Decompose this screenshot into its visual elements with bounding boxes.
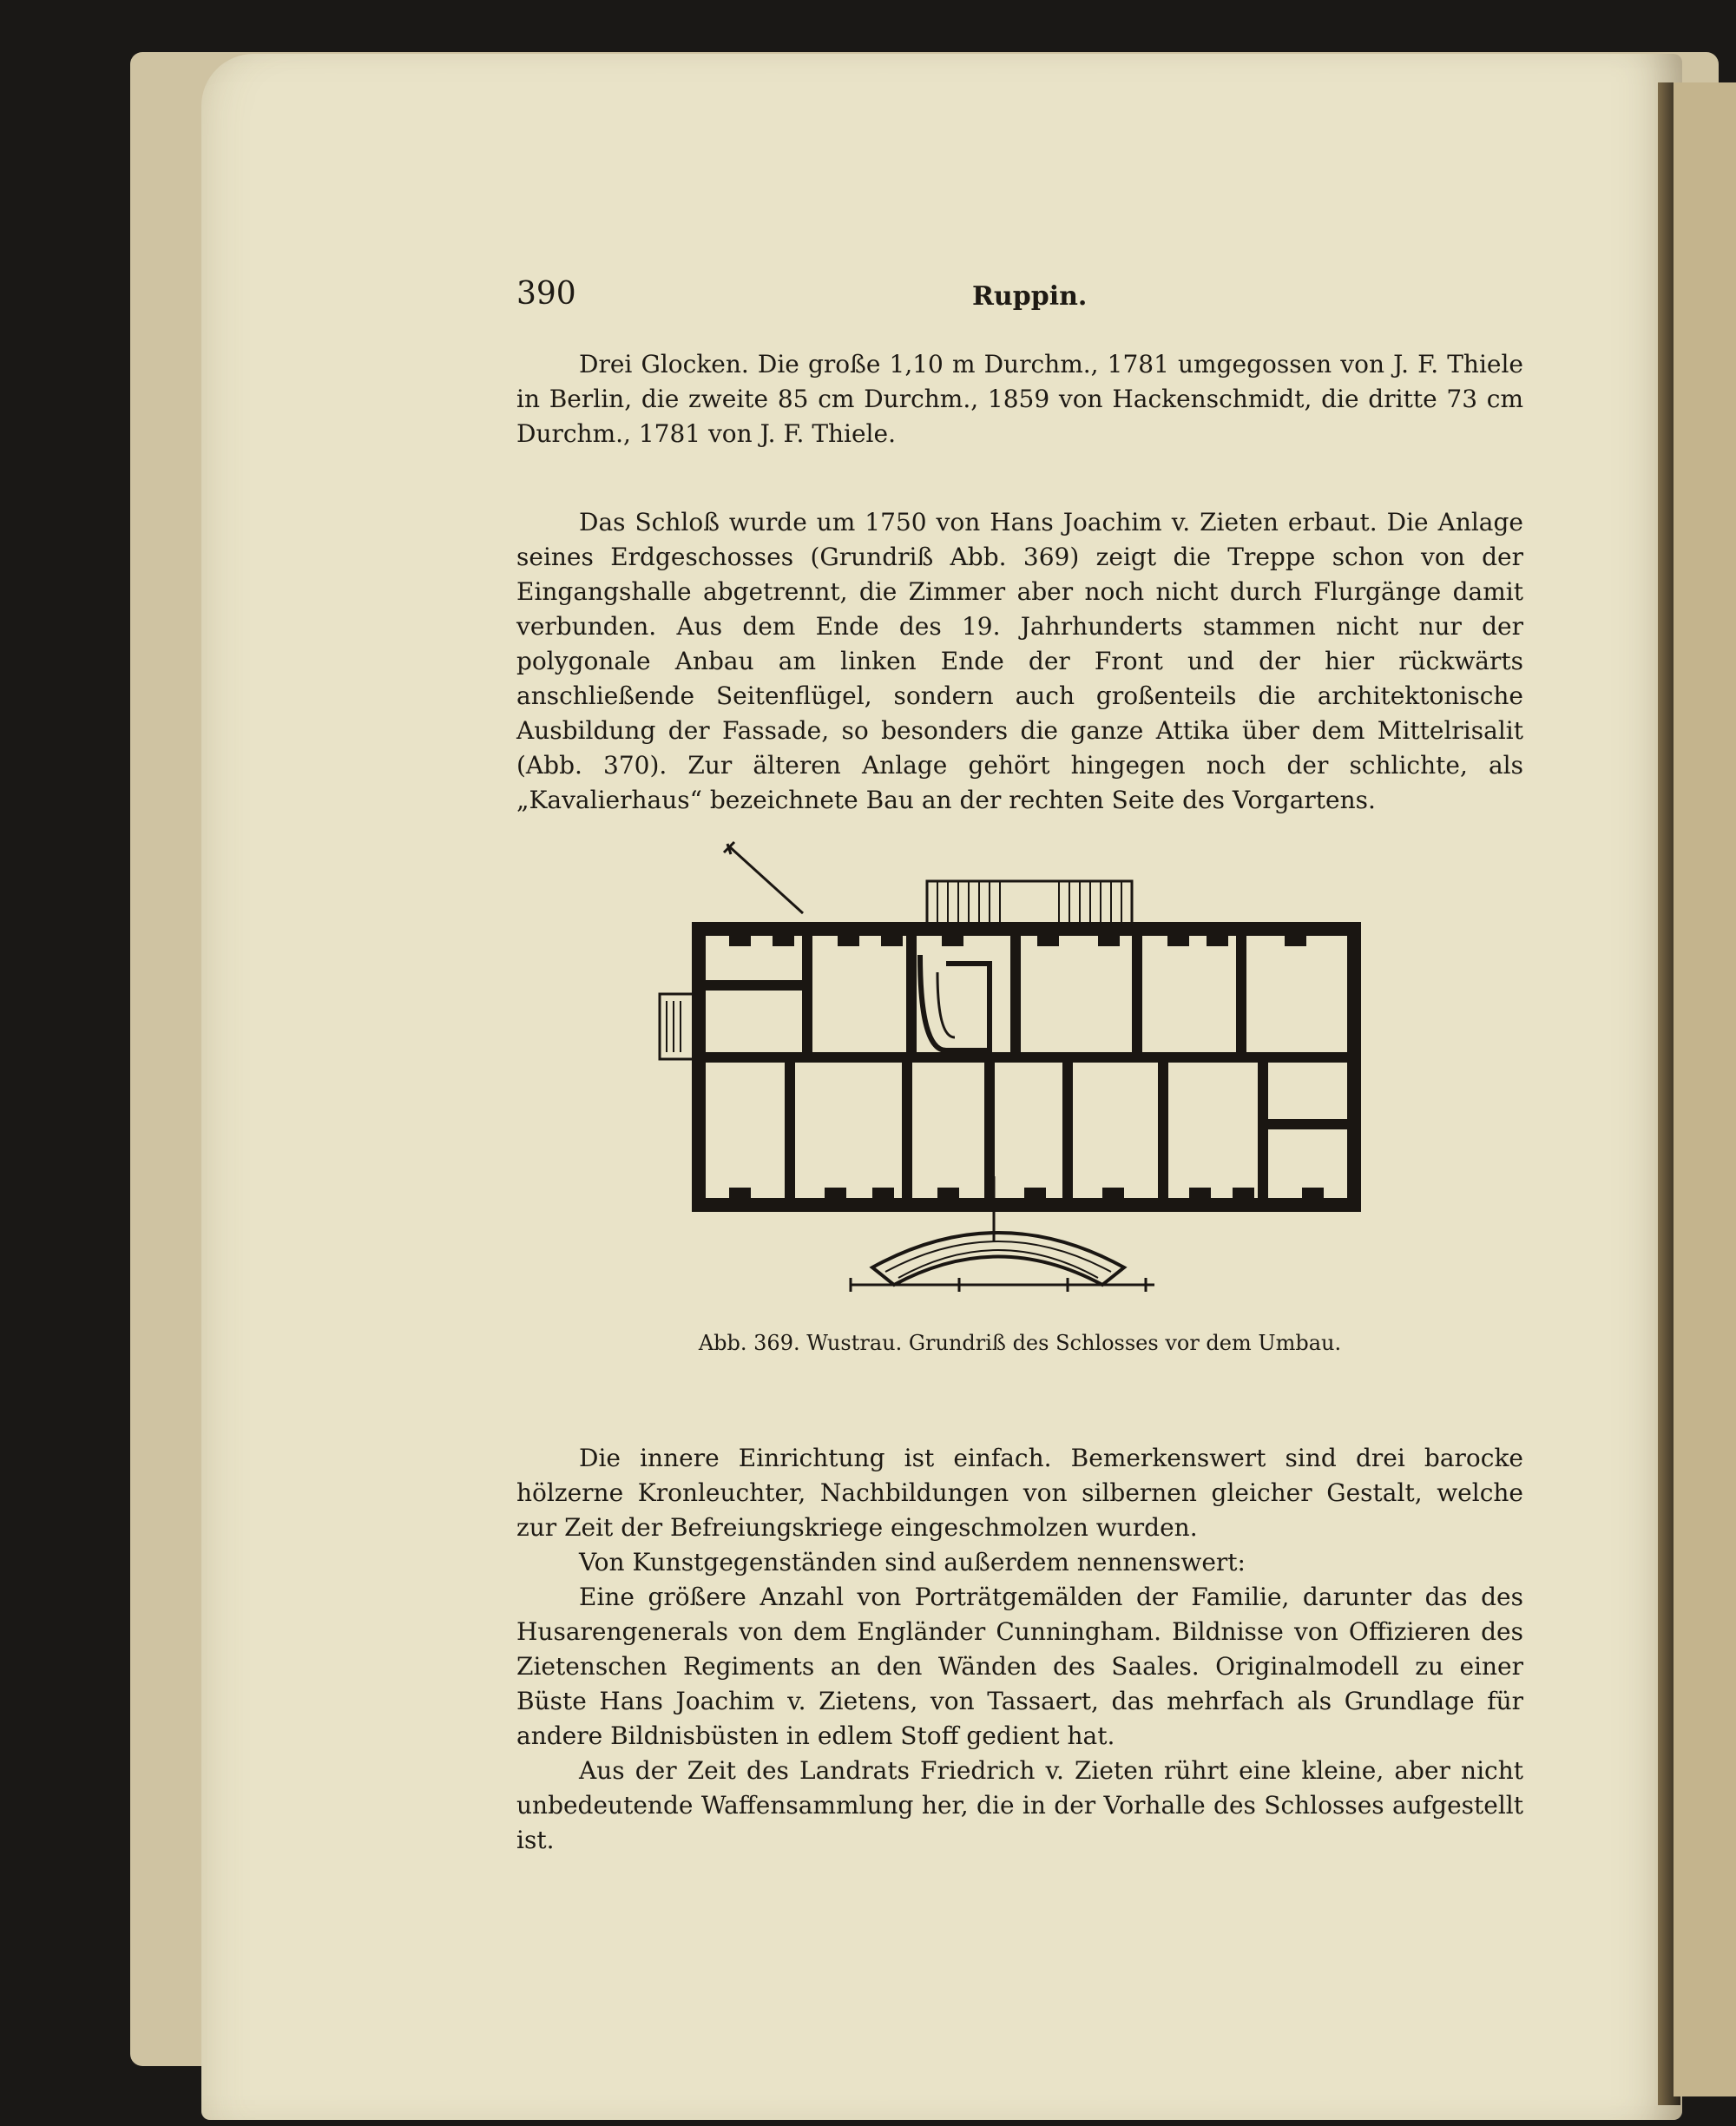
paragraph-4: Von Kunstgegenständen sind außerdem nennenswert:	[579, 1548, 1246, 1576]
north-arrow-line	[729, 846, 803, 913]
floor-plan-figure	[651, 833, 1363, 1302]
text-block-lower	[516, 1441, 1523, 1858]
paragraph-castle	[516, 505, 1523, 818]
paragraph-6: Aus der Zeit des Landrats Friedrich v. Zieten rührt eine kleine, aber nicht unbedeutende Waffensammlung her, die in der Vorhalle des Schlosses aufgestellt ist.	[516, 1756, 1523, 1854]
running-title: Ruppin.	[972, 281, 1088, 312]
outer-walls	[699, 929, 1354, 1205]
partition-walls	[699, 929, 1354, 1205]
paragraph-1: Drei Glocken. Die große 1,10 m Durchm., 1781 umgegossen von J. F. Thiele in Berlin, die zweite 85 cm Durchm., 1859 von Hackenschmidt, die dritte 73 cm Durchm., 1781 von J. F. Thiele.	[516, 350, 1523, 448]
window-piers	[729, 929, 1324, 1205]
paragraph-bells	[516, 347, 1523, 451]
paragraph-5: Eine größere Anzahl von Porträtgemälden der Familie, darunter das des Husarengenerals von dem Engländer Cunningham. Bildnisse von Offizieren des Zietenschen Regiments an den Wänden des Saales. Originalmodell zu einer Büste Hans Joachim v. Zietens, von Tassaert, das mehrfach als Grundlage für andere Bildnisbüsten in edlem Stoff gedient hat.	[516, 1583, 1523, 1750]
page-number: 390	[516, 276, 576, 312]
facing-page-edge	[1674, 82, 1736, 2096]
figure-caption: Abb. 369. Wustrau. Grundriß des Schlosses vor dem Umbau.	[698, 1331, 1342, 1355]
paragraph-2: Das Schloß wurde um 1750 von Hans Joachim v. Zieten erbaut. Die Anlage seines Erdgeschosses (Grundriß Abb. 369) zeigt die Treppe schon von der Eingangshalle abgetrennt, die Zimmer aber noch nicht durch Flurgänge damit verbunden. Aus dem Ende des 19. Jahrhunderts stammen nicht nur der polygonale Anbau am linken Ende der Front und der hier rückwärts anschließende Seitenflügel, sondern auch großenteils die architektonische Ausbildung der Fassade, so besonders die ganze Attika über dem Mittelrisalit (Abb. 370). Zur älteren Anlage gehört hingegen noch der schlichte, als „Kavalierhaus“ bezeichnete Bau an der rechten Seite des Vorgartens.	[516, 508, 1523, 814]
page-header	[516, 276, 1523, 319]
floor-plan-drawing	[651, 833, 1363, 1302]
paragraph-3: Die innere Einrichtung ist einfach. Bemerkenswert sind drei barocke hölzerne Kronleuchter, Nachbildungen von silbernen gleicher Gestalt, welche zur Zeit der Befreiungskriege eingeschmolzen wurden.	[516, 1444, 1523, 1542]
